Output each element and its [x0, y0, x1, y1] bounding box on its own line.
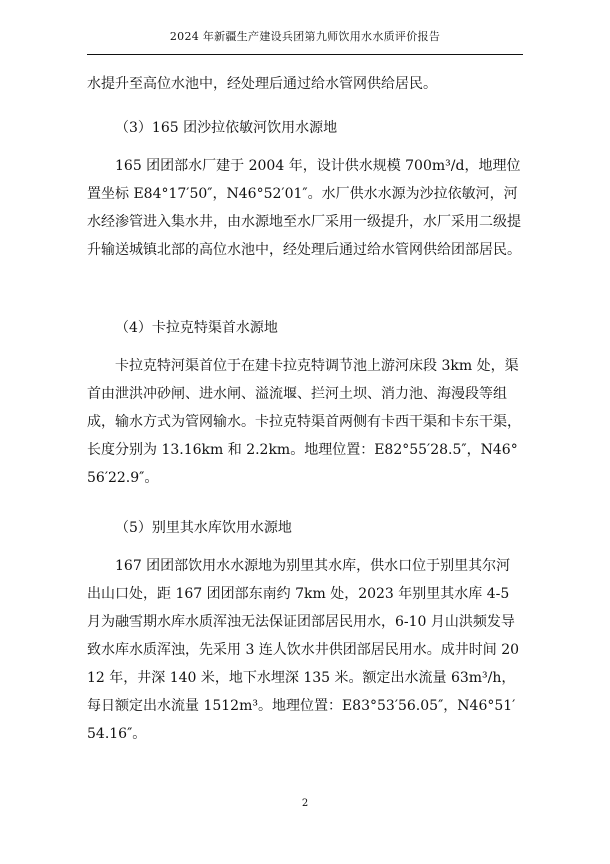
section-heading-3: （3）165 团沙拉依敏河饮用水源地: [115, 120, 338, 136]
header-divider: [87, 54, 523, 55]
paragraph-section-5: 167 团团部饮用水水源地为别里其水库，供水口位于别里其尔河出山口处，距 167 团团部东南约 7km 处，2023 年别里其水库 4-5 月为融雪期水库水质浑浊无法保证团部居民用水，6-10 月山洪频发导致水库水质浑浊，先采用 3 连人饮水井供团部居民用水。成井时间 2012 年，井深 140 米，地下水埋深 135 米。额定出水流量 63m³/h，每日额定出水流量 1512m³。地理位置：E83°53′56.05″，N46°51′54.16″。: [87, 558, 520, 742]
running-header: 2024 年新疆生产建设兵团第九师饮用水水质评价报告: [169, 30, 441, 43]
page-number: 2: [301, 798, 309, 809]
paragraph-section-3: 165 团团部水厂建于 2004 年，设计供水规模 700m³/d，地理位置坐标 E84°17′50″，N46°52′01″。水厂供水水源为沙拉依敏河，河水经渗管进入集水井，由水源地至水厂采用一级提升，水厂采用二级提升输送城镇北部的高位水池中，经处理后通过给水管网供给团部居民。: [87, 158, 521, 258]
paragraph-continuation: 水提升至高位水池中，经处理后通过给水管网供给居民。: [87, 76, 437, 92]
paragraph-section-4: 卡拉克特河渠首位于在建卡拉克特调节池上游河床段 3km 处，渠首由泄洪冲砂闸、进水闸、溢流堰、拦河土坝、消力池、海漫段等组成，输水方式为管网输水。卡拉克特渠首两侧有卡西干渠和卡东干渠，长度分别为 13.16km 和 2.2km。地理位置：E82°55′28.5″，N46°56′22.9″。: [87, 358, 521, 486]
section-heading-4: （4）卡拉克特渠首水源地: [115, 320, 278, 336]
section-heading-5: （5）别里其水库饮用水源地: [115, 520, 292, 536]
